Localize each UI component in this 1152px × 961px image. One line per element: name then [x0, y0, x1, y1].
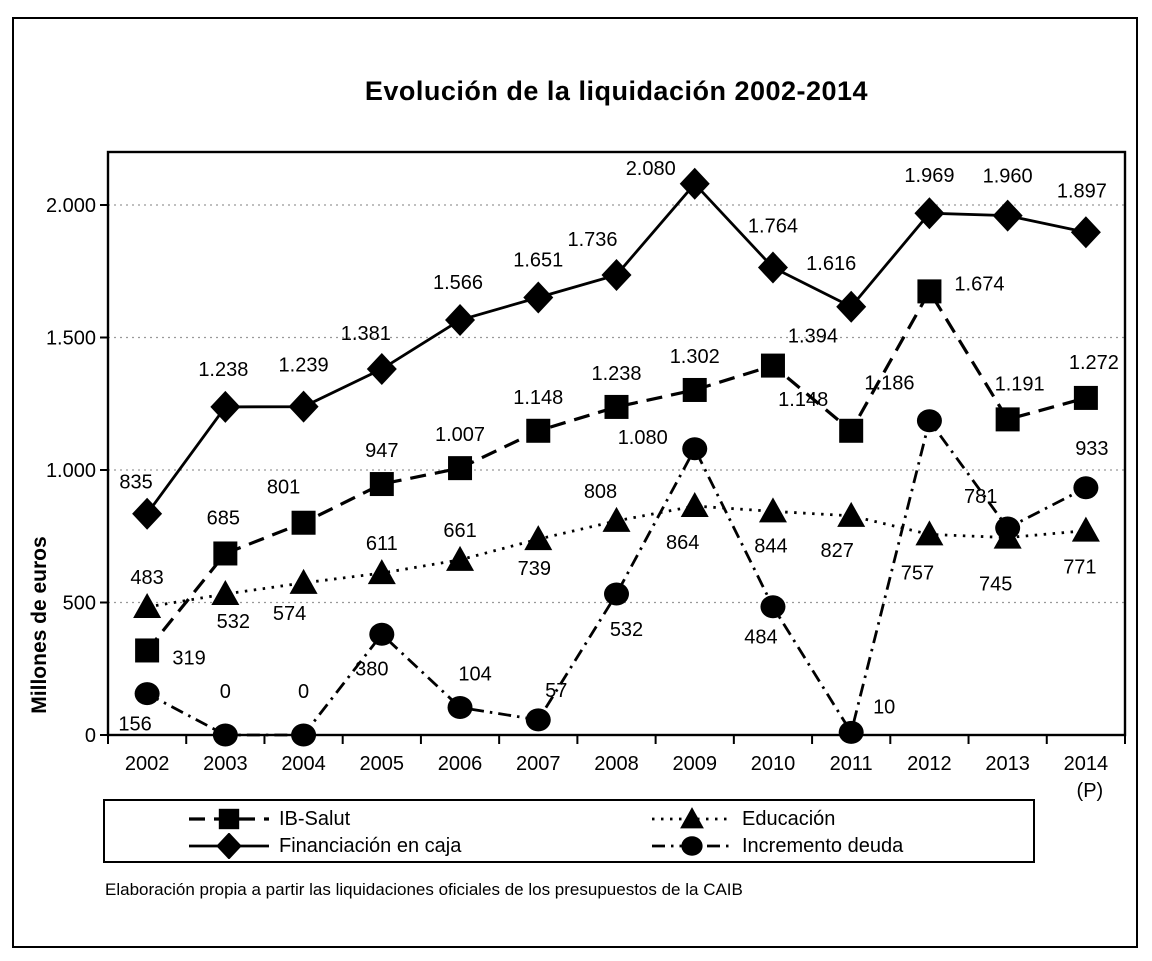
data-point-label: 57 [545, 679, 568, 702]
legend-marker-diamond-icon [189, 833, 269, 859]
data-point-label: 611 [365, 533, 398, 556]
data-point-marker [604, 583, 629, 606]
data-point-marker [445, 304, 475, 336]
y-tick-label: 0 [84, 725, 96, 747]
data-point-marker [210, 391, 240, 423]
data-point-label: 1.960 [982, 165, 1033, 188]
x-tick-label: 2010 [750, 753, 796, 775]
data-point-marker [213, 541, 237, 565]
data-point-label: 1.566 [433, 272, 484, 295]
data-point-label: 0 [219, 681, 231, 703]
data-point-label: 532 [216, 611, 251, 634]
data-point-marker [370, 472, 394, 496]
data-point-label: 1.238 [198, 358, 249, 381]
data-point-label: 1.238 [591, 362, 642, 385]
x-tick-label: 2012 [907, 753, 952, 775]
data-point-label: 1.148 [513, 386, 564, 409]
data-point-label: 104 [458, 663, 492, 686]
data-point-label: 1.302 [669, 345, 720, 368]
legend-item [652, 806, 1033, 832]
x-tick-label: 2014 [1063, 753, 1109, 775]
x-tick-label: 2007 [516, 753, 561, 775]
data-point-label: 1.080 [617, 426, 668, 449]
legend-item [189, 833, 652, 859]
data-point-label: 532 [609, 619, 644, 642]
chart-legend [103, 799, 1035, 863]
data-point-marker [1074, 386, 1098, 410]
y-axis-title: Millones de euros [28, 536, 51, 714]
data-point-marker [760, 595, 785, 618]
source-caption: Elaboración propia a partir las liquidaciones oficiales de los presupuestos de la CAIB [105, 880, 743, 899]
data-point-label: 1.148 [778, 388, 829, 411]
data-point-label: 1.191 [994, 373, 1045, 396]
data-point-marker [1072, 517, 1100, 542]
data-point-label: 1.897 [1056, 180, 1107, 203]
x-tick-label: 2005 [359, 753, 405, 775]
data-point-label: 1.186 [864, 372, 915, 395]
data-point-label: 1.272 [1068, 351, 1119, 374]
data-point-marker [289, 391, 319, 423]
x-tick-label: 2006 [437, 753, 483, 775]
data-point-marker [291, 724, 316, 747]
data-point-label: 933 [1075, 437, 1109, 460]
legend-label: Incremento deuda [742, 834, 904, 857]
data-point-marker [448, 456, 472, 480]
data-point-label: 483 [130, 567, 164, 590]
data-point-label: 1.239 [278, 354, 329, 377]
data-point-label: 801 [266, 476, 301, 499]
data-point-marker [839, 721, 864, 744]
legend-label: Educación [742, 807, 836, 830]
y-tick-label: 2.000 [45, 195, 96, 217]
data-point-marker [211, 580, 239, 605]
data-point-label: 156 [118, 713, 152, 736]
data-point-marker [367, 353, 397, 385]
x-tick-label: 2013 [985, 753, 1030, 775]
legend-label: Financiación en caja [279, 834, 462, 857]
data-point-label: 484 [744, 626, 778, 649]
data-point-marker [526, 708, 551, 731]
data-point-marker [135, 638, 159, 662]
data-point-label: 319 [172, 647, 206, 670]
data-point-label: 835 [119, 471, 153, 494]
chart-title: Evolución de la liquidación 2002-2014 [364, 76, 869, 106]
data-point-label: 1.651 [513, 249, 564, 272]
data-point-marker [761, 354, 785, 378]
legend-marker-circle-icon [652, 833, 732, 859]
x-tick-label: 2009 [672, 753, 717, 775]
data-point-label: 864 [666, 532, 700, 555]
data-point-marker [132, 498, 162, 530]
data-point-label: 745 [978, 573, 1013, 596]
data-point-marker [681, 492, 709, 517]
legend-item [189, 806, 652, 832]
data-point-label: 1.764 [747, 215, 798, 238]
data-point-marker [605, 395, 629, 419]
data-point-label: 1.381 [340, 323, 391, 346]
data-point-marker [995, 517, 1020, 540]
data-point-label: 661 [443, 519, 477, 542]
legend-item [652, 833, 1033, 859]
data-point-label: 1.007 [435, 424, 486, 447]
data-point-label: 827 [820, 539, 854, 562]
legend-label: IB-Salut [279, 807, 351, 830]
data-point-marker [368, 559, 396, 584]
data-point-label: 685 [206, 507, 241, 530]
data-point-label: 1.394 [787, 325, 838, 348]
data-point-marker [292, 511, 316, 535]
x-tick-label: 2004 [281, 753, 326, 775]
data-point-marker [759, 497, 787, 522]
data-point-marker [290, 569, 318, 594]
data-point-label: 1.969 [904, 165, 955, 188]
data-point-label: 739 [517, 558, 551, 581]
data-point-marker [682, 437, 707, 460]
y-tick-label: 500 [62, 592, 96, 615]
data-point-label: 947 [365, 440, 399, 463]
data-point-marker [448, 696, 473, 719]
data-point-label: 380 [355, 658, 389, 681]
data-point-label: 10 [873, 696, 896, 719]
data-point-marker [996, 407, 1020, 431]
data-point-marker [213, 724, 238, 747]
y-tick-label: 1.500 [45, 327, 96, 350]
data-point-marker [1073, 476, 1098, 499]
data-point-label: 1.616 [806, 252, 857, 275]
data-point-marker [526, 419, 550, 443]
data-point-label: 574 [272, 602, 307, 625]
data-point-label: 781 [963, 486, 998, 509]
data-point-marker [135, 682, 160, 705]
series-line-dashdot [147, 421, 1086, 735]
data-point-marker [683, 378, 707, 402]
data-point-marker [1071, 216, 1101, 248]
data-point-label: 757 [900, 562, 935, 585]
data-point-label: 1.736 [567, 228, 618, 251]
data-point-marker [523, 281, 553, 313]
data-point-marker [369, 623, 394, 646]
x-tick-label: 2008 [594, 753, 639, 775]
data-point-label: 1.674 [954, 273, 1005, 296]
x-tick-label: 2003 [203, 753, 248, 775]
data-point-label: 808 [583, 480, 618, 503]
data-point-label: 771 [1063, 556, 1097, 579]
data-point-marker [839, 419, 863, 443]
x-tick-label: 2011 [829, 753, 873, 775]
legend-marker-square-icon [189, 806, 269, 832]
data-point-marker [917, 279, 941, 303]
data-point-marker [917, 409, 942, 432]
data-point-label: 0 [298, 681, 310, 703]
data-point-label: 844 [754, 535, 788, 558]
x-axis-note: (P) [1076, 780, 1104, 802]
x-tick-label: 2002 [124, 753, 170, 775]
legend-marker-triangle-icon [652, 806, 732, 832]
data-point-label: 2.080 [625, 157, 676, 180]
y-tick-label: 1.000 [45, 460, 96, 482]
